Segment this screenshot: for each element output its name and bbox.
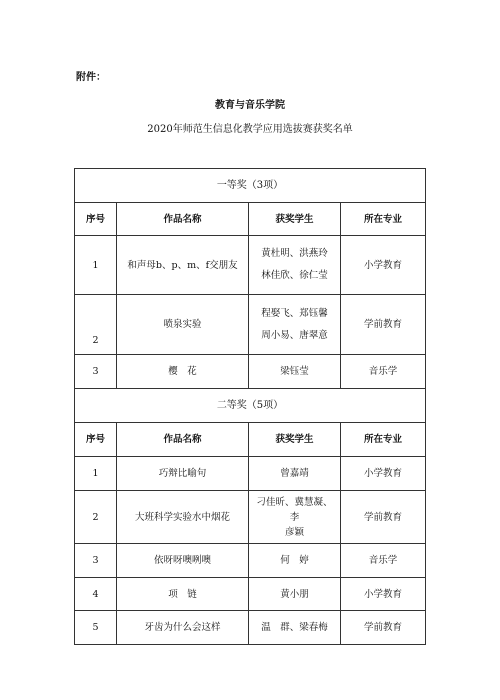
cell-work: 巧辩比喻句	[117, 457, 249, 491]
cell-students: 黄小朋	[249, 578, 341, 611]
table-row	[75, 457, 426, 491]
attachment-label: 附件：	[76, 72, 106, 83]
col-header-major: 所在专业	[341, 423, 426, 457]
section-row	[75, 169, 426, 203]
col-header-major: 所在专业	[341, 203, 426, 236]
col-header-work: 作品名称	[117, 203, 249, 236]
cell-work: 依呀呀噢咧噢	[117, 544, 249, 578]
cell-no: 2	[75, 491, 117, 544]
cell-major: 学前教育	[341, 611, 426, 645]
list-title: 2020年师范生信息化教学应用选拔赛获奖名单	[147, 124, 353, 135]
cell-no: 1	[75, 236, 117, 295]
cell-no: 4	[75, 578, 117, 611]
student-line: 彦颖	[284, 526, 304, 538]
cell-major: 小学教育	[341, 578, 426, 611]
student-line: 周小易、唐翠意	[261, 329, 328, 341]
student-line: 刁佳昕、冀慧凝、李	[256, 496, 333, 523]
header-row	[75, 423, 426, 457]
student-line: 黄杜明、洪燕玲	[261, 248, 328, 259]
table-row	[75, 544, 426, 578]
cell-students: 何 婷	[249, 544, 341, 578]
second-prize-heading: 二等奖（5项）	[75, 389, 426, 423]
table-row	[75, 491, 426, 544]
table-row	[75, 295, 426, 355]
cell-work: 樱 花	[117, 355, 249, 389]
col-header-no: 序号	[75, 203, 117, 236]
student-line: 林佳欣、徐仁莹	[261, 270, 328, 281]
header-row	[75, 203, 426, 236]
col-header-students: 获奖学生	[249, 423, 341, 457]
cell-students	[249, 491, 341, 544]
table-row	[75, 236, 426, 295]
section-row	[75, 389, 426, 423]
college-title: 教育与音乐学院	[215, 100, 285, 111]
table-row	[75, 578, 426, 611]
cell-work: 项 链	[117, 578, 249, 611]
cell-major: 学前教育	[341, 491, 426, 544]
cell-no: 5	[75, 611, 117, 645]
cell-major: 学前教育	[341, 295, 426, 355]
cell-no: 3	[75, 355, 117, 389]
cell-students	[249, 236, 341, 295]
cell-work: 牙齿为什么会这样	[117, 611, 249, 645]
table-row	[75, 611, 426, 645]
cell-no: 2	[75, 295, 117, 355]
award-table	[74, 168, 426, 645]
col-header-no: 序号	[75, 423, 117, 457]
cell-work: 喷泉实验	[117, 295, 249, 355]
cell-work: 大班科学实验水中烟花	[117, 491, 249, 544]
col-header-students: 获奖学生	[249, 203, 341, 236]
cell-major: 小学教育	[341, 457, 426, 491]
student-line: 程娶飞、郑钰馨	[261, 307, 328, 319]
col-header-work: 作品名称	[117, 423, 249, 457]
cell-students: 温 群、梁春梅	[249, 611, 341, 645]
cell-major: 小学教育	[341, 236, 426, 295]
cell-students: 梁钰莹	[249, 355, 341, 389]
cell-major: 音乐学	[341, 355, 426, 389]
first-prize-heading: 一等奖（3项）	[75, 169, 426, 203]
cell-students: 曾嘉靖	[249, 457, 341, 491]
cell-students	[249, 295, 341, 355]
cell-no: 1	[75, 457, 117, 491]
table-row	[75, 355, 426, 389]
cell-work: 和声母b、p、m、f交朋友	[117, 236, 249, 295]
cell-no: 3	[75, 544, 117, 578]
cell-major: 音乐学	[341, 544, 426, 578]
